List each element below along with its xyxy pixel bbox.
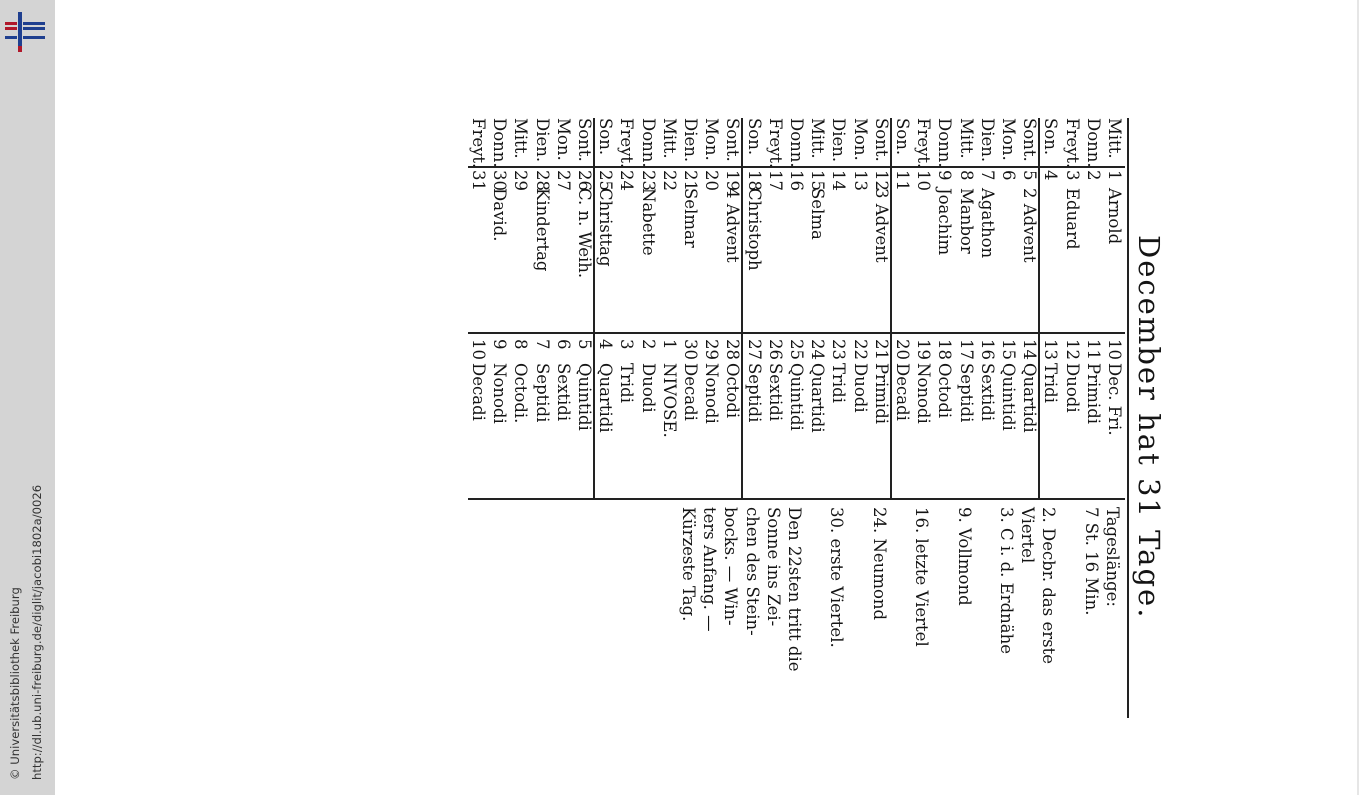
saint-name-cell: Eduard: [1062, 188, 1082, 250]
republican-day-cell: 24: [808, 339, 828, 360]
republican-name-cell: Quintidi: [575, 363, 594, 431]
title-rule: [1127, 118, 1129, 718]
republican-day-cell: 16: [977, 339, 997, 360]
republican-name-cell: Nonodi: [702, 363, 722, 424]
note-line: ters Anfang. —: [700, 507, 720, 632]
republican-name-cell: Duodi: [638, 363, 658, 413]
republican-day-cell: 13: [1041, 339, 1061, 360]
weekday-cell: Sont.: [575, 118, 594, 162]
saint-name-cell: Selmar: [681, 188, 700, 248]
republican-day-cell: 20: [893, 339, 912, 360]
weekday-cell: Donn.: [787, 118, 806, 168]
saint-name-cell: Selma: [808, 188, 828, 240]
republican-name-cell: Quartidi: [1020, 363, 1040, 433]
republican-day-cell: 19: [914, 339, 934, 360]
republican-name-cell: Octodi: [723, 363, 743, 419]
date-cell: 8: [956, 170, 976, 181]
republican-day-cell: 30: [681, 339, 700, 360]
weekday-cell: Sont.: [1020, 118, 1040, 162]
republican-name-cell: Tridi: [617, 363, 637, 404]
republican-name-cell: Octodi: [935, 363, 955, 419]
republican-name-cell: Octodi.: [511, 363, 531, 424]
weekday-cell: Freyt.: [765, 118, 785, 169]
weekday-cell: Son.: [893, 118, 912, 156]
republican-day-cell: 15: [999, 339, 1018, 360]
date-cell: 19: [723, 170, 743, 191]
republican-day-cell: 2: [638, 339, 658, 350]
saint-name-cell: 3 Advent: [871, 188, 891, 263]
republican-name-cell: Duodi: [850, 363, 870, 413]
republican-name-cell: Septidi: [532, 363, 552, 423]
republican-day-cell: 5: [575, 339, 594, 350]
republican-day-cell: 8: [511, 339, 531, 350]
saint-name-cell: Christoph: [744, 188, 764, 271]
weekday-cell: Freyt.: [469, 118, 488, 169]
weekday-cell: Donn.: [935, 118, 955, 168]
note-line: 30. erste Viertel.: [827, 507, 847, 648]
viewer-sidebar: [0, 0, 55, 795]
weekday-cell: Freyt.: [1062, 118, 1082, 169]
note-line: 7 St. 16 Min.: [1081, 507, 1101, 616]
republican-name-cell: Quartidi: [596, 363, 616, 433]
date-cell: 28: [532, 170, 552, 191]
republican-name-cell: Duodi: [1062, 363, 1082, 413]
column-rule: [468, 166, 1125, 168]
date-cell: 22: [659, 170, 679, 191]
date-cell: 11: [893, 170, 912, 191]
weekday-cell: Mitt.: [659, 118, 679, 159]
note-line: 16. letzte Viertel: [912, 507, 932, 647]
weekday-cell: Mon.: [702, 118, 722, 161]
saint-name-cell: Arnold: [1105, 188, 1124, 245]
note-line: 24. Neumond: [869, 507, 889, 621]
republican-name-cell: NIVOSE.: [659, 363, 679, 438]
saint-name-cell: Joachim: [935, 188, 955, 256]
date-cell: 10: [914, 170, 934, 191]
date-cell: 15: [808, 170, 828, 191]
republican-name-cell: Nonodi: [490, 363, 510, 424]
republican-day-cell: 18: [935, 339, 955, 360]
republican-day-cell: 25: [787, 339, 806, 360]
republican-day-cell: 3: [617, 339, 637, 350]
date-cell: 23: [638, 170, 658, 191]
viewer-edge: [1357, 0, 1359, 795]
note-line: 3. C i. d. Erdnähe: [997, 507, 1016, 655]
weekday-cell: Donn.: [1083, 118, 1103, 168]
republican-name-cell: Sextidi: [553, 363, 573, 422]
weekday-cell: Son.: [744, 118, 764, 156]
weekday-cell: Son.: [596, 118, 616, 156]
republican-name-cell: Sextidi: [977, 363, 997, 422]
saint-name-cell: David.: [490, 188, 510, 242]
note-line: bocks. — Win-: [721, 507, 741, 626]
weekday-cell: Donn.: [490, 118, 510, 168]
date-cell: 1: [1105, 170, 1124, 181]
republican-day-cell: 29: [702, 339, 722, 360]
republican-name-cell: Dec. Fri.: [1105, 363, 1124, 436]
column-rule: [468, 332, 1125, 334]
republican-day-cell: 26: [765, 339, 785, 360]
weekday-cell: Mon.: [850, 118, 870, 161]
date-cell: 21: [681, 170, 700, 191]
column-rule: [468, 498, 1125, 500]
weekday-cell: Dien.: [681, 118, 700, 163]
date-cell: 27: [553, 170, 573, 191]
weekday-cell: Son.: [1041, 118, 1061, 156]
republican-day-cell: 6: [553, 339, 573, 350]
republican-name-cell: Septidi: [956, 363, 976, 423]
saint-name-cell: Kindertag: [532, 188, 552, 272]
note-line: Sonne ins Zei-: [763, 507, 783, 627]
republican-day-cell: 23: [829, 339, 849, 360]
note-line: Kürzeste Tag.: [679, 507, 698, 622]
date-cell: 9: [935, 170, 955, 181]
saint-name-cell: 4 Advent: [723, 188, 743, 263]
republican-day-cell: 17: [956, 339, 976, 360]
date-cell: 2: [1083, 170, 1103, 181]
republican-name-cell: Quintidi: [787, 363, 806, 431]
republican-day-cell: 28: [723, 339, 743, 360]
saint-name-cell: 2 Advent: [1020, 188, 1040, 263]
weekday-cell: Mitt.: [956, 118, 976, 159]
week-separator: [890, 118, 892, 498]
date-cell: 4: [1041, 170, 1061, 181]
weekday-cell: Mitt.: [808, 118, 828, 159]
date-cell: 14: [829, 170, 849, 191]
date-cell: 29: [511, 170, 531, 191]
date-cell: 31: [469, 170, 488, 191]
page-title: December hat 31 Tage.: [1132, 235, 1166, 620]
note-line: Den 22sten tritt die: [785, 507, 804, 672]
republican-day-cell: 1: [659, 339, 679, 350]
date-cell: 30: [490, 170, 510, 191]
republican-name-cell: Sextidi: [765, 363, 785, 422]
date-cell: 17: [765, 170, 785, 191]
republican-name-cell: Septidi: [744, 363, 764, 423]
weekday-cell: Mitt.: [511, 118, 531, 159]
republican-name-cell: Quartidi: [808, 363, 828, 433]
republican-name-cell: Tridi: [829, 363, 849, 404]
republican-day-cell: 7: [532, 339, 552, 350]
republican-name-cell: Quintidi: [999, 363, 1018, 431]
date-cell: 7: [977, 170, 997, 181]
republican-name-cell: Tridi: [1041, 363, 1061, 404]
date-cell: 26: [575, 170, 594, 191]
weekday-cell: Dien.: [532, 118, 552, 163]
republican-name-cell: Primidi: [1083, 363, 1103, 425]
republican-day-cell: 10: [469, 339, 488, 360]
republican-day-cell: 22: [850, 339, 870, 360]
republican-day-cell: 4: [596, 339, 616, 350]
weekday-cell: Freyt.: [617, 118, 637, 169]
weekday-cell: Freyt.: [914, 118, 934, 169]
date-cell: 16: [787, 170, 806, 191]
week-separator: [741, 118, 743, 498]
republican-day-cell: 9: [490, 339, 510, 350]
scanned-page: [292, 110, 1166, 725]
date-cell: 18: [744, 170, 764, 191]
library-logo-icon: [3, 8, 47, 52]
date-cell: 6: [999, 170, 1018, 181]
date-cell: 20: [702, 170, 722, 191]
weekday-cell: Mon.: [999, 118, 1018, 161]
republican-day-cell: 14: [1020, 339, 1040, 360]
weekday-cell: Dien.: [977, 118, 997, 163]
week-separator: [593, 118, 595, 498]
note-line: Tageslänge:: [1103, 507, 1122, 607]
date-cell: 13: [850, 170, 870, 191]
date-cell: 25: [596, 170, 616, 191]
weekday-cell: Mitt.: [1105, 118, 1124, 159]
republican-day-cell: 12: [1062, 339, 1082, 360]
note-line: Viertel: [1018, 507, 1038, 564]
date-cell: 3: [1062, 170, 1082, 181]
republican-name-cell: Nonodi: [914, 363, 934, 424]
source-url[interactable]: http://dl.ub.uni-freiburg.de/diglit/jacobi1802a/0026: [30, 484, 44, 780]
note-line: chen des Stein-: [742, 507, 762, 636]
republican-name-cell: Decadi: [893, 363, 912, 421]
saint-name-cell: C. n. Weih.: [575, 188, 594, 279]
republican-day-cell: 11: [1083, 339, 1103, 360]
weekday-cell: Dien.: [829, 118, 849, 163]
note-line: 9. Vollmond: [954, 507, 974, 606]
weekday-cell: Mon.: [553, 118, 573, 161]
saint-name-cell: Nabette: [638, 188, 658, 256]
saint-name-cell: Agathon: [977, 188, 997, 259]
republican-name-cell: Decadi: [681, 363, 700, 421]
saint-name-cell: Manbor: [956, 188, 976, 254]
republican-day-cell: 21: [871, 339, 891, 360]
republican-day-cell: 10: [1105, 339, 1124, 360]
republican-name-cell: Decadi: [469, 363, 488, 421]
weekday-cell: Sont.: [871, 118, 891, 162]
republican-day-cell: 27: [744, 339, 764, 360]
date-cell: 5: [1020, 170, 1040, 181]
saint-name-cell: Christtag: [596, 188, 616, 267]
date-cell: 12: [871, 170, 891, 191]
week-separator: [1038, 118, 1040, 498]
weekday-cell: Sont.: [723, 118, 743, 162]
note-line: 2. Decbr. das erste: [1039, 507, 1059, 664]
copyright-notice: © Universitätsbibliothek Freiburg: [8, 587, 22, 780]
date-cell: 24: [617, 170, 637, 191]
weekday-cell: Donn.: [638, 118, 658, 168]
republican-name-cell: Primidi: [871, 363, 891, 425]
